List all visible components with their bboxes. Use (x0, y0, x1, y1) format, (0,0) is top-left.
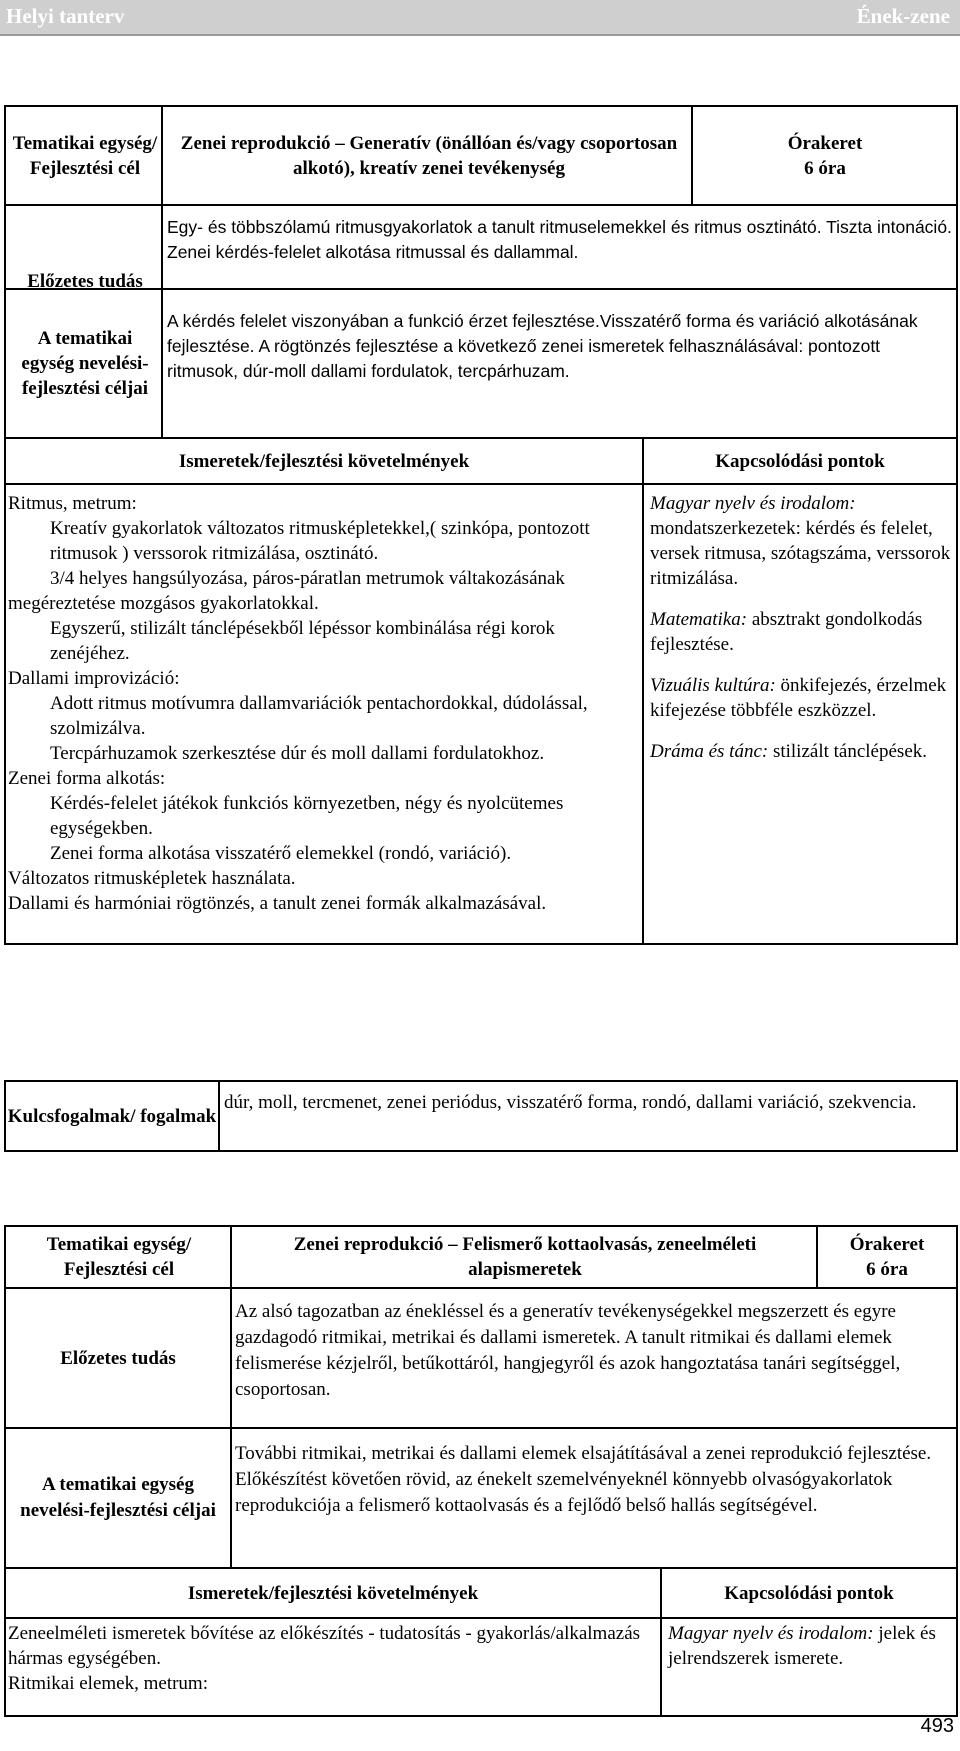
unit1-prereq-label: Előzetes tudás (27, 270, 143, 292)
page-number: 493 (920, 1715, 954, 1737)
link-block (650, 673, 952, 723)
unit1-main-table (4, 105, 958, 945)
unit1-topic-label: Tematikai egység/ Fejlesztési cél (12, 132, 158, 179)
unit2-prereq-label: Előzetes tudás (60, 1347, 176, 1369)
link-subject: Dráma és tánc: (650, 741, 769, 762)
link-subject: Vizuális kultúra: (650, 675, 776, 696)
unit1-goals-label: A tematikai egység nevelési-fejlesztési céljai (21, 328, 149, 399)
link-text: mondatszerkezetek: kérdés és felelet, versek ritmusa, szótagszáma, verssorok ritmizálása. (650, 518, 951, 589)
unit1-hours-value: 6 óra (804, 157, 846, 179)
link-subject: Matematika: (650, 609, 748, 630)
unit1-hours (694, 107, 956, 204)
link-block (650, 607, 952, 657)
link-subject: Magyar nyelv és irodalom: (650, 493, 856, 514)
unit2-goals-label: A tematikai egység nevelési-fejlesztési céljai (20, 1474, 216, 1521)
unit2-hours-value: 6 óra (866, 1259, 908, 1280)
unit2-links (668, 1621, 952, 1671)
req-line: Kérdés-felelet játékok funkciós környezetben, négy és nyolcütemes egységekben. (50, 793, 564, 839)
req-line: Zenei forma alkotás: (8, 768, 166, 789)
unit2-main-table (4, 1225, 958, 1717)
req-line: 3/4 helyes hangsúlyozása, páros-páratlan metrumok váltakozásának megéreztetése mozgásos gyakorlatokkal. (8, 568, 565, 614)
req-line: Ritmus, metrum: (8, 493, 137, 514)
unit1-hours-label: Órakeret (787, 132, 863, 154)
link-text: stilizált tánclépések. (772, 741, 928, 762)
link-block (650, 739, 952, 764)
header-right: Ének-zene (856, 4, 950, 28)
req-line: Dallami és harmóniai rögtönzés, a tanult zenei formák alkalmazásával. (8, 893, 547, 914)
unit2-links-header: Kapcsolódási pontok (724, 1582, 894, 1604)
link-text: önkifejezés, érzelmek kifejezése többféle eszközzel. (650, 675, 947, 721)
req-line: Tercpárhuzamok szerkesztése dúr és moll dallami fordulatokhoz. (50, 743, 545, 764)
unit1-links (650, 491, 952, 764)
req-line: Kreatív gyakorlatok változatos ritmusképletekkel,( szinkópa, pontozott ritmusok ) verssorok ritmizálása, osztinátó. (50, 518, 590, 564)
running-header (0, 0, 960, 36)
link-block (650, 491, 952, 591)
keywords-text: dúr, moll, tercmenet, zenei periódus, visszatérő forma, rondó, dallami variáció, szekvencia. (224, 1092, 917, 1113)
unit2-hours-label: Órakeret (849, 1234, 925, 1255)
unit1-req-header: Ismeretek/fejlesztési követelmények (178, 450, 470, 472)
req-line: Ritmikai elemek, metrum: (8, 1673, 208, 1694)
link-subject: Magyar nyelv és irodalom: (668, 1623, 874, 1644)
req-line: Zeneelméleti ismeretek bővítése az előkészítés - tudatosítás - gyakorlás/alkalmazás hármas egységében. (8, 1623, 641, 1669)
req-line: Egyszerű, stilizált tánclépésekből lépéssor kombinálása régi korok zenéjéhez. (50, 618, 555, 664)
req-line: Zenei forma alkotása visszatérő elemekkel (rondó, variáció). (50, 843, 512, 864)
link-text: absztrakt gondolkodás fejlesztése. (650, 609, 923, 655)
req-line: Változatos ritmusképletek használata. (8, 868, 296, 889)
unit1-keywords-table (4, 1080, 958, 1152)
unit2-hours (818, 1227, 956, 1287)
link-text: jelek és jelrendszerek ismerete. (668, 1623, 936, 1669)
unit2-req-header: Ismeretek/fejlesztési követelmények (187, 1582, 479, 1604)
unit1-goals-text: A kérdés felelet viszonyában a funkció érzet fejlesztése.Visszatérő forma és variáció alkotásának fejlesztése. A rögtönzés fejlesztése a következő zenei ismeretek felhasználásával: pontozott ritmusok, dúr-moll dallami fordulatok, tercpárhuzam. (167, 311, 918, 381)
unit2-topic-title: Zenei reprodukció – Felismerő kottaolvasás, zeneelméleti alapismeretek (293, 1234, 757, 1280)
req-line: Adott ritmus motívumra dallamvariációk pentachordokkal, dúdolással, szolmizálva. (50, 693, 588, 739)
link-block (668, 1621, 952, 1671)
unit2-topic-label: Tematikai egység/ Fejlesztési cél (46, 1234, 192, 1280)
header-left: Helyi tanterv (6, 4, 125, 28)
unit2-requirements (8, 1621, 652, 1696)
unit2-prereq-text: Az alsó tagozatban az énekléssel és a generatív tevékenységekkel megszerzett és egyre gazdagodó ritmikai, metrikai és dallami ismeretek. A tanult ritmikai és dallami elemek felismerése kézjelről, betűkottáról, hangjegyről és azok hangoztatása tanári segítséggel, csoportosan. (235, 1301, 901, 1400)
unit1-requirements (8, 491, 636, 916)
unit1-prereq-text: Egy- és többszólamú ritmusgyakorlatok a tanult ritmuselemekkel és ritmus osztinátó. Tiszta intonáció. Zenei kérdés-felelet alkotása ritmussal és dallammal. (167, 217, 952, 262)
unit1-links-header: Kapcsolódási pontok (715, 450, 885, 472)
req-line: Dallami improvizáció: (8, 668, 180, 689)
unit2-goals-text: További ritmikai, metrikai és dallami elemek elsajátításával a zenei reprodukció fejlesztése. Előkészítést követően rövid, az énekelt szemelvényeknél könnyebb olvasógyakorlatok reprodukciója a felismerő kottaolvasás és a fejlődő belső hallás segítségével. (235, 1443, 932, 1516)
keywords-label: Kulcsfogalmak/ fogalmak (7, 1105, 217, 1127)
unit1-topic-title: Zenei reprodukció – Generatív (önállóan és/vagy csoportosan alkotó), kreatív zenei tevékenység (180, 132, 678, 179)
